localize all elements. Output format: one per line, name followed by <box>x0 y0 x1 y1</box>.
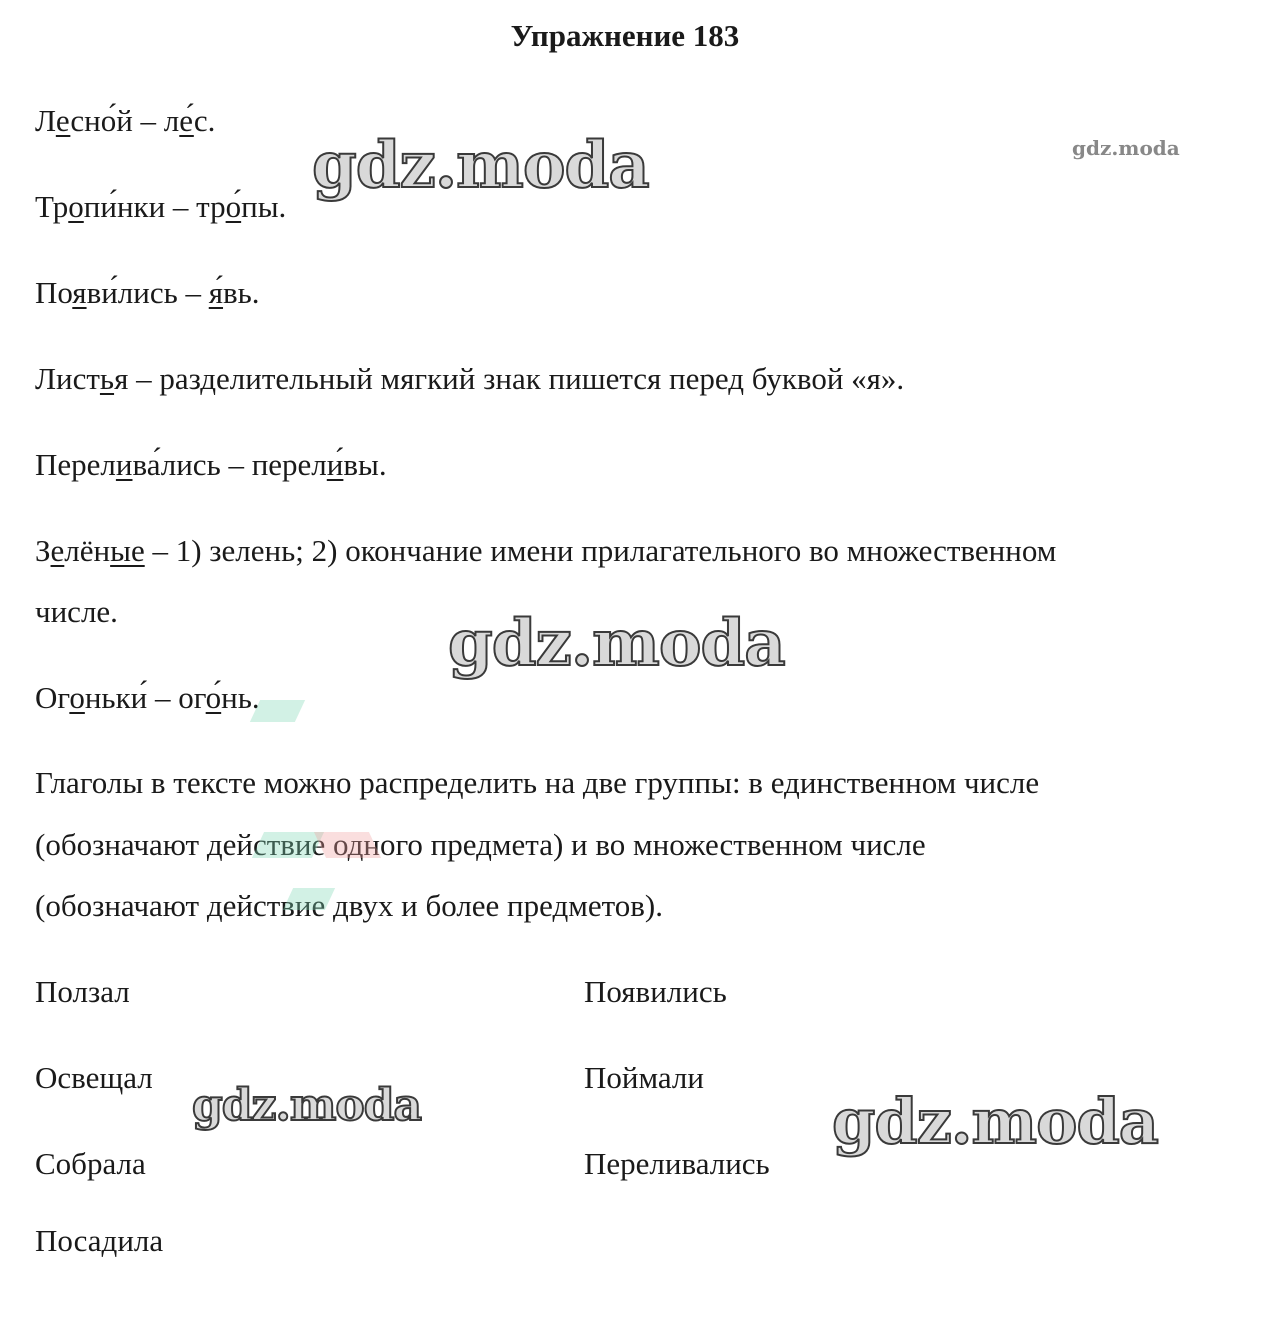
watermark: gdz.moda <box>448 606 785 681</box>
decorative-shape <box>250 700 305 722</box>
watermark-small: gdz.moda <box>1072 136 1180 160</box>
text-line-poyavilis: Появи́лись – я́вь. <box>35 275 260 310</box>
plural-verb: Появились <box>584 974 727 1009</box>
watermark: gdz.moda <box>832 1085 1158 1158</box>
decorative-shape <box>314 832 381 858</box>
text-line-oboznachayut-2: (обозначают действие двух и более предметов). <box>35 888 663 923</box>
text-line-tropinki: Тропи́нки – тро́пы. <box>35 189 287 224</box>
decorative-shape <box>252 832 324 858</box>
singular-verb: Освещал <box>35 1060 153 1095</box>
singular-verb: Собрала <box>35 1146 146 1181</box>
watermark: gdz.moda <box>192 1080 422 1131</box>
text-line-chisle: числе. <box>35 594 118 629</box>
watermark: gdz.moda <box>312 128 649 203</box>
plural-verb: Переливались <box>584 1146 770 1181</box>
text-line-lesnoy: Лесно́й – ле́с. <box>35 103 216 138</box>
text-line-perelivalis: Перелива́лись – перели́вы. <box>35 447 387 482</box>
plural-verb: Поймали <box>584 1060 704 1095</box>
page-title: Упражнение 183 <box>510 18 740 53</box>
singular-verb: Посадила <box>35 1223 164 1258</box>
singular-verb: Ползал <box>35 974 130 1009</box>
text-line-oboznachayut-1: (обозначают действие одного предмета) и во множественном числе <box>35 827 926 862</box>
text-line-zelenye: Зелёные – 1) зелень; 2) окончание имени прилагательного во множественном <box>35 533 1057 568</box>
text-line-listya: Листья – разделительный мягкий знак пишется перед буквой «я». <box>35 361 905 396</box>
text-line-ogonki: Огоньки́ – ого́нь. <box>35 680 260 715</box>
text-line-glagoly: Глаголы в тексте можно распределить на две группы: в единственном числе <box>35 765 1040 800</box>
